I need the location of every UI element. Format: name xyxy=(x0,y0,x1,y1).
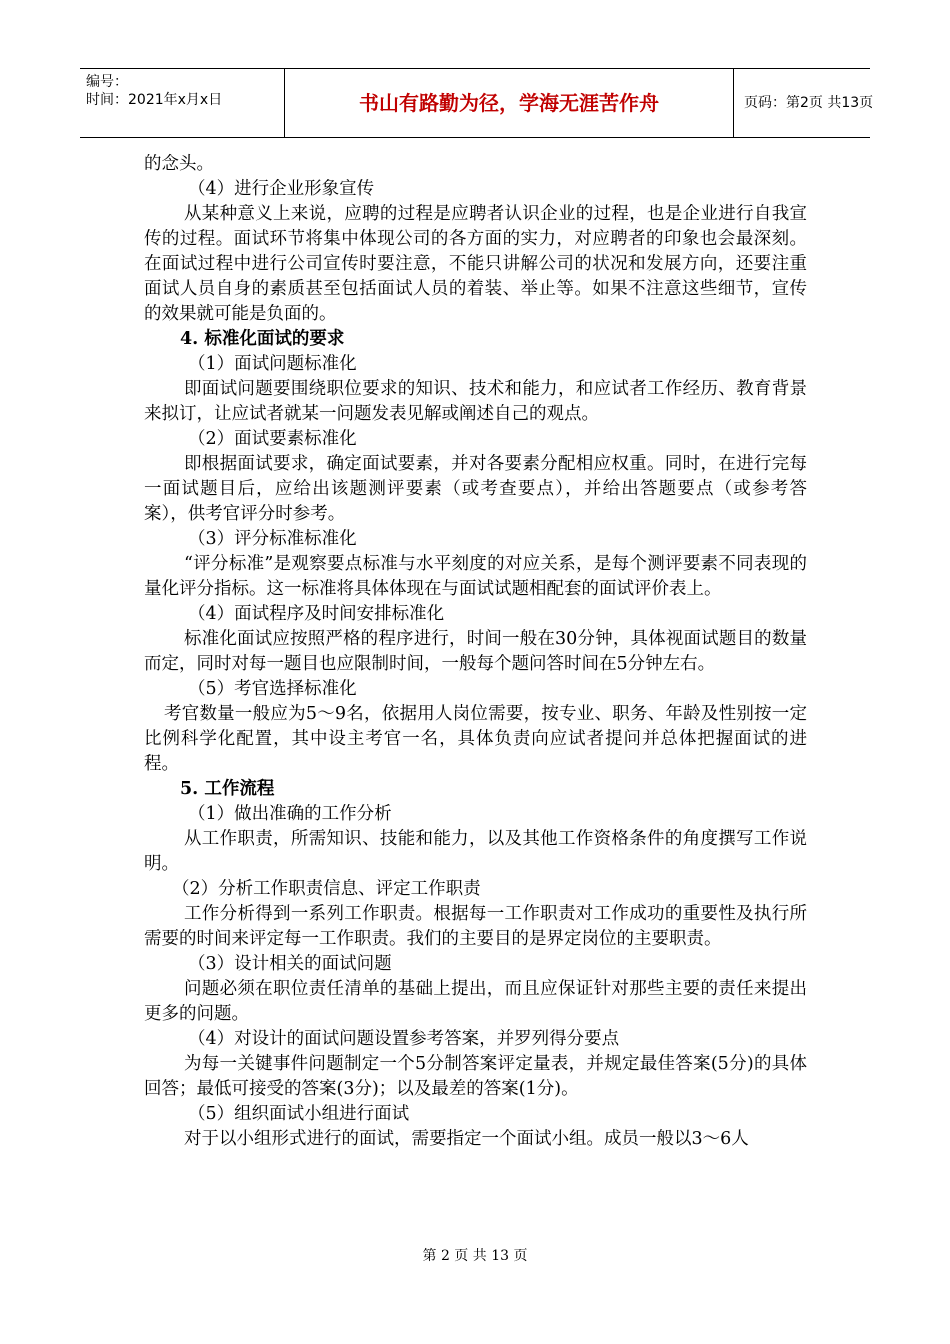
page-header xyxy=(80,68,874,138)
body-paragraph: 工作分析得到一系列工作职责。根据每一工作职责对工作成功的重要性及执行所需要的时间来评定每一工作职责。我们的主要目的是界定岗位的主要职责。 xyxy=(144,904,807,949)
body-paragraph: 的念头。 xyxy=(144,154,214,174)
body-paragraph: 即面试问题要围绕职位要求的知识、技术和能力，和应试者工作经历、教育背景来拟订，让应试者就某一问题发表见解或阐述自己的观点。 xyxy=(144,379,807,424)
body-paragraph: （2）分析工作职责信息、评定工作职责 xyxy=(172,879,481,899)
body-paragraph: 标准化面试应按照严格的程序进行，时间一般在30分钟，具体视面试题目的数量而定，同时对每一题目也应限制时间，一般每个题问答时间在5分钟左右。 xyxy=(144,629,807,674)
body-paragraph: （5）考官选择标准化 xyxy=(188,679,357,699)
body-paragraph: 从某种意义上来说，应聘的过程是应聘者认识企业的过程，也是企业进行自我宣传的过程。面试环节将集中体现公司的各方面的实力，对应聘者的印象也会最深刻。在面试过程中进行公司宣传时要注意，不能只讲解公司的状况和发展方向，还要注重面试人员自身的素质甚至包括面试人员的着装、举止等。如果不注意这些细节，宣传的效果就可能是负面的。 xyxy=(144,204,807,324)
body-paragraph: （3）评分标准标准化 xyxy=(188,529,357,549)
body-paragraph: （4）面试程序及时间安排标准化 xyxy=(188,604,445,624)
body-paragraph: 即根据面试要求，确定面试要素，并对各要素分配相应权重。同时，在进行完每一面试题目后，应给出该题测评要素（或考查要点），并给出答题要点（或参考答案），供考官评分时参考。 xyxy=(144,454,807,524)
header-meta-cell xyxy=(80,69,285,137)
header-page-cell xyxy=(734,69,874,137)
body-paragraph: “评分标准”是观察要点标准与水平刻度的对应关系，是每个测评要素不同表现的量化评分指标。这一标准将具体体现在与面试试题相配套的面试评价表上。 xyxy=(144,554,807,599)
body-paragraph: 考官数量一般应为5～9名，依据用人岗位需要，按专业、职务、年龄及性别按一定比例科学化配置，其中设主考官一名，具体负责向应试者提问并总体把握面试的进程。 xyxy=(144,704,807,774)
body-paragraph: （1）面试问题标准化 xyxy=(188,354,357,374)
document-body xyxy=(144,152,807,1152)
header-number-label: 编号： xyxy=(86,74,128,90)
body-paragraph: 从工作职责，所需知识、技能和能力，以及其他工作资格条件的角度撰写工作说明。 xyxy=(144,829,807,874)
body-paragraph: （4）对设计的面试问题设置参考答案，并罗列得分要点 xyxy=(188,1029,620,1049)
body-paragraph: （5）组织面试小组进行面试 xyxy=(188,1104,410,1124)
section-heading: 4. 标准化面试的要求 xyxy=(180,329,345,349)
header-date: 时间：2021年x月x日 xyxy=(86,92,223,108)
body-paragraph: 为每一关键事件问题制定一个5分制答案评定量表，并规定最佳答案(5分)的具体回答；最低可接受的答案(3分)；以及最差的答案(1分)。 xyxy=(144,1054,807,1099)
body-paragraph: （3）设计相关的面试问题 xyxy=(188,954,392,974)
section-heading: 5. 工作流程 xyxy=(180,779,275,799)
page-footer: 第 2 页 共 13 页 xyxy=(422,1248,528,1264)
header-motto-cell xyxy=(285,69,734,137)
body-paragraph: （4）进行企业形象宣传 xyxy=(188,179,375,199)
body-paragraph: （1）做出准确的工作分析 xyxy=(188,804,392,824)
body-paragraph: 问题必须在职位责任清单的基础上提出，而且应保证针对那些主要的责任来提出更多的问题。 xyxy=(144,979,807,1024)
body-paragraph: 对于以小组形式进行的面试，需要指定一个面试小组。成员一般以3～6人 xyxy=(184,1129,749,1149)
header-motto: 书山有路勤为径，学海无涯苦作舟 xyxy=(359,91,659,115)
body-paragraph: （2）面试要素标准化 xyxy=(188,429,357,449)
header-page-info: 页码：第2页 共13页 xyxy=(744,95,874,111)
